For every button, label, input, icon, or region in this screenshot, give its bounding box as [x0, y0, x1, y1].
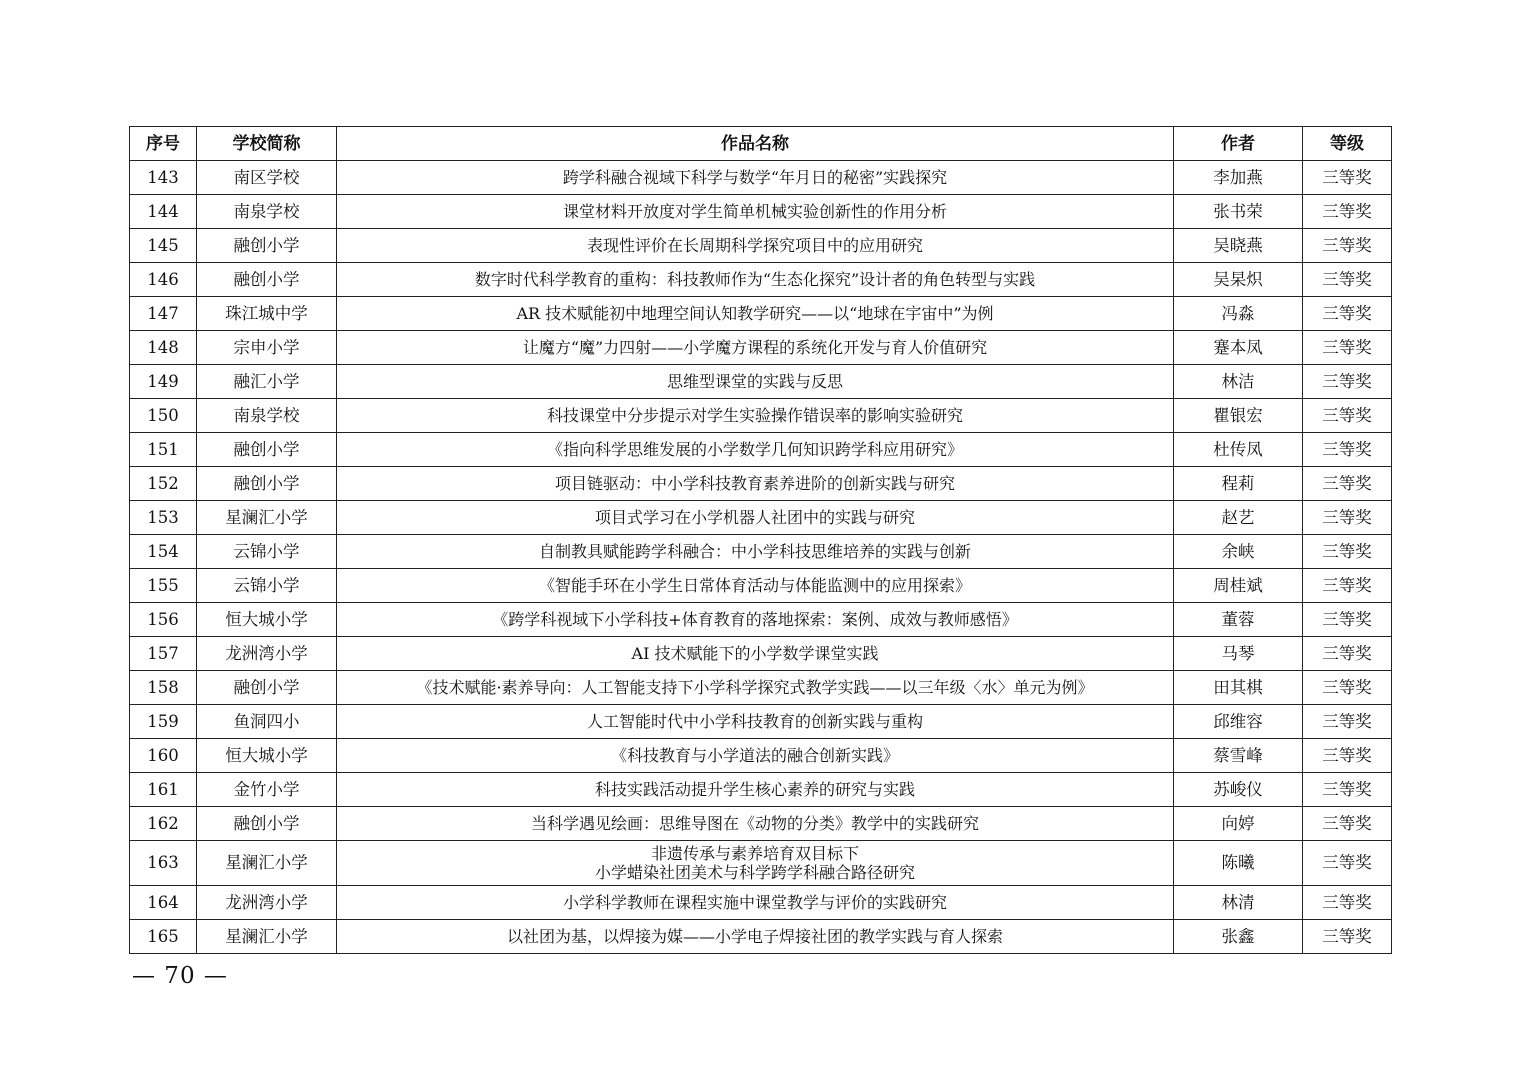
table-row	[130, 739, 1392, 773]
table-row	[130, 331, 1392, 365]
cell-level: 三等奖	[1303, 886, 1392, 920]
cell-no: 165	[130, 920, 197, 954]
table-body	[130, 161, 1392, 954]
cell-level: 三等奖	[1303, 739, 1392, 773]
cell-level: 三等奖	[1303, 603, 1392, 637]
title-line: 非遗传承与素养培育双目标下	[650, 844, 859, 863]
title-line: 表现性评价在长周期科学探究项目中的应用研究	[586, 236, 923, 255]
cell-no: 146	[130, 263, 197, 297]
table-row	[130, 773, 1392, 807]
cell-title	[337, 773, 1174, 807]
title-line: 《科技教育与小学道法的融合创新实践》	[610, 746, 899, 765]
title-line: 人工智能时代中小学科技教育的创新实践与重构	[586, 712, 923, 731]
table-header-row	[130, 127, 1392, 161]
cell-author: 赵艺	[1174, 501, 1303, 535]
cell-author: 冯淼	[1174, 297, 1303, 331]
cell-author: 张鑫	[1174, 920, 1303, 954]
cell-author: 邱维容	[1174, 705, 1303, 739]
cell-author: 苏峻仪	[1174, 773, 1303, 807]
title-line: 《智能手环在小学生日常体育活动与体能监测中的应用探索》	[538, 576, 971, 595]
cell-no: 162	[130, 807, 197, 841]
cell-no: 157	[130, 637, 197, 671]
cell-author: 田其棋	[1174, 671, 1303, 705]
cell-level: 三等奖	[1303, 161, 1392, 195]
cell-no: 154	[130, 535, 197, 569]
cell-author: 杜传凤	[1174, 433, 1303, 467]
table-row	[130, 433, 1392, 467]
cell-no: 164	[130, 886, 197, 920]
table-row	[130, 886, 1392, 920]
cell-title	[337, 501, 1174, 535]
cell-title	[337, 331, 1174, 365]
title-line: 小学蜡染社团美术与科学跨学科融合路径研究	[594, 863, 915, 882]
cell-school: 恒大城小学	[197, 603, 337, 637]
cell-school: 金竹小学	[197, 773, 337, 807]
title-line: 项目链驱动：中小学科技教育素养进阶的创新实践与研究	[554, 474, 955, 493]
cell-level: 三等奖	[1303, 433, 1392, 467]
cell-no: 148	[130, 331, 197, 365]
cell-school: 宗申小学	[197, 331, 337, 365]
table-row	[130, 807, 1392, 841]
table-row	[130, 637, 1392, 671]
cell-title	[337, 195, 1174, 229]
cell-level: 三等奖	[1303, 501, 1392, 535]
cell-level: 三等奖	[1303, 671, 1392, 705]
cell-title	[337, 603, 1174, 637]
cell-no: 150	[130, 399, 197, 433]
table-row	[130, 365, 1392, 399]
cell-level: 三等奖	[1303, 705, 1392, 739]
title-line: 《跨学科视域下小学科技+体育教育的落地探索：案例、成效与教师感悟》	[492, 610, 1018, 629]
table-row	[130, 161, 1392, 195]
cell-school: 龙洲湾小学	[197, 886, 337, 920]
cell-level: 三等奖	[1303, 195, 1392, 229]
cell-title	[337, 297, 1174, 331]
cell-level: 三等奖	[1303, 297, 1392, 331]
cell-school: 珠江城中学	[197, 297, 337, 331]
cell-no: 145	[130, 229, 197, 263]
cell-title	[337, 365, 1174, 399]
cell-author: 张书荣	[1174, 195, 1303, 229]
title-line: 项目式学习在小学机器人社团中的实践与研究	[594, 508, 915, 527]
table-row	[130, 501, 1392, 535]
cell-level: 三等奖	[1303, 229, 1392, 263]
cell-title	[337, 705, 1174, 739]
cell-school: 南泉学校	[197, 399, 337, 433]
cell-school: 融汇小学	[197, 365, 337, 399]
title-line: 跨学科融合视域下科学与数学“年月日的秘密”实践探究	[562, 168, 948, 187]
cell-school: 融创小学	[197, 807, 337, 841]
cell-school: 星澜汇小学	[197, 501, 337, 535]
cell-no: 163	[130, 841, 197, 886]
title-line: 《指向科学思维发展的小学数学几何知识跨学科应用研究》	[546, 440, 963, 459]
cell-author: 林清	[1174, 886, 1303, 920]
table-row	[130, 920, 1392, 954]
cell-no: 155	[130, 569, 197, 603]
cell-level: 三等奖	[1303, 773, 1392, 807]
cell-title	[337, 399, 1174, 433]
cell-author: 吴晓燕	[1174, 229, 1303, 263]
cell-author: 向婷	[1174, 807, 1303, 841]
cell-author: 瞿银宏	[1174, 399, 1303, 433]
cell-level: 三等奖	[1303, 263, 1392, 297]
title-line: AI 技术赋能下的小学数学课堂实践	[631, 644, 879, 663]
cell-school: 南泉学校	[197, 195, 337, 229]
title-line: 以社团为基，以焊接为媒——小学电子焊接社团的教学实践与育人探索	[506, 927, 1003, 946]
title-line: 科技课堂中分步提示对学生实验操作错误率的影响实验研究	[546, 406, 963, 425]
cell-school: 云锦小学	[197, 535, 337, 569]
cell-author: 吴杲炽	[1174, 263, 1303, 297]
cell-no: 159	[130, 705, 197, 739]
table-row	[130, 569, 1392, 603]
cell-author: 李加燕	[1174, 161, 1303, 195]
cell-school: 融创小学	[197, 263, 337, 297]
cell-title	[337, 807, 1174, 841]
cell-author: 蔡雪峰	[1174, 739, 1303, 773]
cell-school: 融创小学	[197, 229, 337, 263]
cell-author: 董蓉	[1174, 603, 1303, 637]
cell-title	[337, 263, 1174, 297]
cell-title	[337, 467, 1174, 501]
title-line: 自制教具赋能跨学科融合：中小学科技思维培养的实践与创新	[538, 542, 971, 561]
title-line: 让魔方“魔”力四射——小学魔方课程的系统化开发与育人价值研究	[522, 338, 988, 357]
cell-title	[337, 433, 1174, 467]
cell-no: 149	[130, 365, 197, 399]
title-line: 小学科学教师在课程实施中课堂教学与评价的实践研究	[562, 893, 947, 912]
cell-no: 152	[130, 467, 197, 501]
cell-author: 林洁	[1174, 365, 1303, 399]
cell-author: 陈曦	[1174, 841, 1303, 886]
cell-title	[337, 229, 1174, 263]
cell-title	[337, 569, 1174, 603]
table-row	[130, 671, 1392, 705]
cell-level: 三等奖	[1303, 467, 1392, 501]
table-row	[130, 705, 1392, 739]
header-author: 作者	[1174, 127, 1303, 161]
table-row	[130, 263, 1392, 297]
cell-title	[337, 535, 1174, 569]
cell-school: 融创小学	[197, 433, 337, 467]
cell-no: 156	[130, 603, 197, 637]
cell-no: 161	[130, 773, 197, 807]
cell-school: 融创小学	[197, 671, 337, 705]
cell-level: 三等奖	[1303, 331, 1392, 365]
cell-author: 程莉	[1174, 467, 1303, 501]
table-row	[130, 603, 1392, 637]
header-title: 作品名称	[337, 127, 1174, 161]
cell-title	[337, 886, 1174, 920]
cell-level: 三等奖	[1303, 807, 1392, 841]
table-row	[130, 399, 1392, 433]
cell-title	[337, 739, 1174, 773]
cell-level: 三等奖	[1303, 365, 1392, 399]
cell-school: 融创小学	[197, 467, 337, 501]
cell-school: 恒大城小学	[197, 739, 337, 773]
cell-no: 160	[130, 739, 197, 773]
title-line: 当科学遇见绘画：思维导图在《动物的分类》教学中的实践研究	[530, 814, 979, 833]
title-line: 思维型课堂的实践与反思	[666, 372, 843, 391]
title-line: 数字时代科学教育的重构：科技教师作为“生态化探究”设计者的角色转型与实践	[474, 270, 1036, 289]
cell-author: 蹇本凤	[1174, 331, 1303, 365]
cell-author: 周桂斌	[1174, 569, 1303, 603]
table-row	[130, 535, 1392, 569]
header-no: 序号	[130, 127, 197, 161]
cell-school: 星澜汇小学	[197, 841, 337, 886]
table-row	[130, 297, 1392, 331]
title-line: 科技实践活动提升学生核心素养的研究与实践	[594, 780, 915, 799]
title-line: AR 技术赋能初中地理空间认知教学研究——以“地球在宇宙中”为例	[516, 304, 994, 323]
cell-author: 马琴	[1174, 637, 1303, 671]
cell-author: 余峡	[1174, 535, 1303, 569]
cell-no: 158	[130, 671, 197, 705]
cell-no: 147	[130, 297, 197, 331]
header-level: 等级	[1303, 127, 1392, 161]
cell-no: 151	[130, 433, 197, 467]
header-school: 学校简称	[197, 127, 337, 161]
cell-level: 三等奖	[1303, 535, 1392, 569]
title-line: 课堂材料开放度对学生简单机械实验创新性的作用分析	[562, 202, 947, 221]
cell-school: 南区学校	[197, 161, 337, 195]
table-row	[130, 229, 1392, 263]
cell-school: 鱼洞四小	[197, 705, 337, 739]
table-row	[130, 195, 1392, 229]
cell-title	[337, 841, 1174, 886]
cell-level: 三等奖	[1303, 920, 1392, 954]
cell-title	[337, 920, 1174, 954]
cell-level: 三等奖	[1303, 569, 1392, 603]
cell-level: 三等奖	[1303, 841, 1392, 886]
table-row	[130, 467, 1392, 501]
cell-school: 云锦小学	[197, 569, 337, 603]
cell-title	[337, 671, 1174, 705]
cell-school: 龙洲湾小学	[197, 637, 337, 671]
page-number: — 70 —	[132, 963, 228, 989]
cell-school: 星澜汇小学	[197, 920, 337, 954]
cell-level: 三等奖	[1303, 637, 1392, 671]
table-row	[130, 841, 1392, 886]
title-line: 《技术赋能·素养导向：人工智能支持下小学科学探究式教学实践——以三年级〈水〉单元为例》	[416, 678, 1094, 697]
cell-title	[337, 161, 1174, 195]
cell-no: 143	[130, 161, 197, 195]
cell-no: 144	[130, 195, 197, 229]
award-table	[129, 126, 1392, 954]
cell-level: 三等奖	[1303, 399, 1392, 433]
cell-no: 153	[130, 501, 197, 535]
cell-title	[337, 637, 1174, 671]
